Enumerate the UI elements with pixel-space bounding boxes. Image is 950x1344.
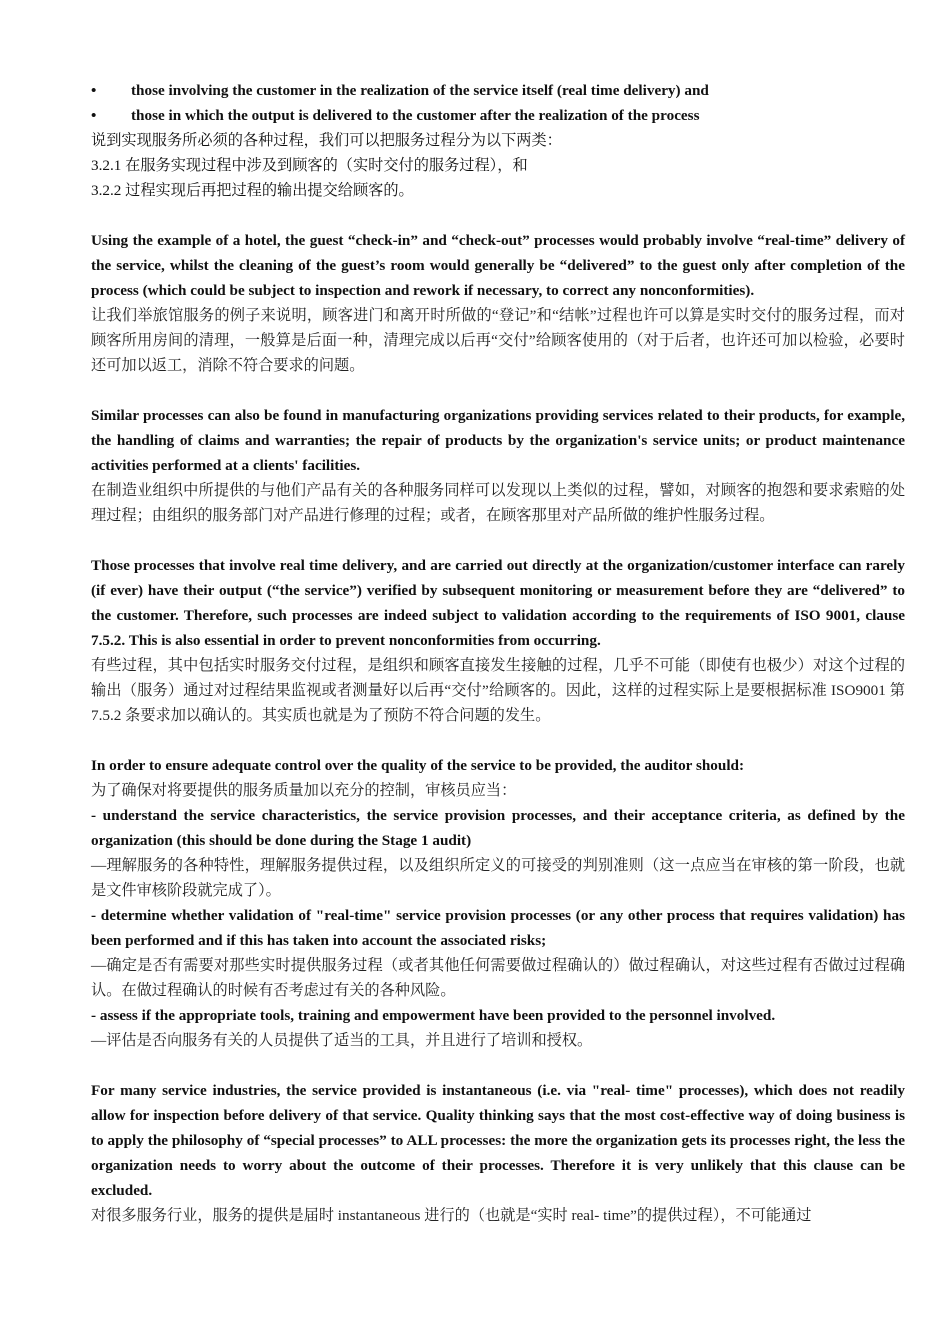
- intro-zh-line: 3.2.2 过程实现后再把过程的输出提交给顾客的。: [91, 182, 414, 199]
- manufacturing-en: Similar processes can also be found in manufacturing organizations providing services related to their products, for example, the handling of claims and warranties; the repair of products by the organization's service units; or product maintenance activities performed at a clients' facilities.: [91, 407, 905, 474]
- bullet-item: [91, 78, 905, 103]
- closing-zh: 对很多服务行业，服务的提供是届时 instantaneous 进行的（也就是“实时 real- time”的提供过程），不可能通过: [91, 1207, 812, 1224]
- auditor-item-en: - assess if the appropriate tools, training and empowerment have been provided to the personnel involved.: [91, 1007, 776, 1024]
- auditor-intro-zh: 为了确保对将要提供的服务质量加以充分的控制，审核员应当：: [91, 782, 517, 799]
- bullet-item: [91, 103, 905, 128]
- bullet-text: those involving the customer in the realization of the service itself (real time delivery) and: [131, 82, 709, 99]
- auditor-item-zh: —确定是否有需要对那些实时提供服务过程（或者其他任何需要做过程确认的）做过程确认，对这些过程有否做过过程确认。在做过程确认的时候有否考虑过有关的各种风险。: [91, 957, 905, 999]
- hotel-example-zh: 让我们举旅馆服务的例子来说明，顾客进门和离开时所做的“登记”和“结帐”过程也许可以算是实时交付的服务过程，而对顾客所用房间的清理，一般算是后面一种，清理完成以后再“交付”给顾客使用的（对于后者，也许还可加以检验，必要时还可加以返工，消除不符合要求的问题。: [91, 307, 905, 374]
- auditor-item-zh: —评估是否向服务有关的人员提供了适当的工具，并且进行了培训和授权。: [91, 1032, 593, 1049]
- closing-en: For many service industries, the service provided is instantaneous (i.e. via "real- time" processes), which does not readily allow for inspection before delivery of that service. Quality thinking says that the most cost-effective way of doing business is to apply the philosophy of “special processes” to ALL processes: the more the organization gets its processes right, the less the organization needs to worry about the outcome of their processes. Therefore it is very unlikely that this clause can be excluded.: [91, 1082, 905, 1199]
- auditor-item-zh: —理解服务的各种特性，理解服务提供过程，以及组织所定义的可接受的判别准则（这一点应当在审核的第一阶段，也就是文件审核阶段就完成了）。: [91, 857, 905, 899]
- auditor-item-en: - determine whether validation of "real-time" service provision processes (or any other process that requires validation) has been performed and if this has taken into account the associated risks;: [91, 907, 905, 949]
- real-time-validation-zh: 有些过程，其中包括实时服务交付过程，是组织和顾客直接发生接触的过程，几乎不可能（即使有也极少）对这个过程的输出（服务）通过对过程结果监视或者测量好以后再“交付”给顾客的。因此，这样的过程实际上是要根据标准 ISO9001 第 7.5.2 条要求加以确认的。其实质也就是为了预防不符合问题的发生。: [91, 657, 905, 724]
- intro-zh-line: 说到实现服务所必须的各种过程，我们可以把服务过程分为以下两类：: [91, 132, 562, 149]
- bullet-text: those in which the output is delivered to the customer after the realization of the process: [131, 107, 700, 124]
- document-body: [91, 78, 905, 1228]
- bullet-symbol: •: [91, 82, 97, 99]
- intro-zh-line: 3.2.1 在服务实现过程中涉及到顾客的（实时交付的服务过程），和: [91, 157, 528, 174]
- hotel-example-en: Using the example of a hotel, the guest “check-in” and “check-out” processes would probably involve “real-time” delivery of the service, whilst the cleaning of the guest’s room would generally be “delivered” to the guest only after completion of the process (which could be subject to inspection and rework if necessary, to correct any nonconformities).: [91, 232, 905, 299]
- auditor-item-en: - understand the service characteristics, the service provision processes, and their acceptance criteria, as defined by the organization (this should be done during the Stage 1 audit): [91, 807, 905, 849]
- manufacturing-zh: 在制造业组织中所提供的与他们产品有关的各种服务同样可以发现以上类似的过程，譬如，对顾客的抱怨和要求索赔的处理过程；由组织的服务部门对产品进行修理的过程；或者，在顾客那里对产品所做的维护性服务过程。: [91, 482, 905, 524]
- real-time-validation-en: Those processes that involve real time delivery, and are carried out directly at the organization/customer interface can rarely (if ever) have their output (“the service”) verified by subsequent monitoring or measurement before they are “delivered” to the customer. Therefore, such processes are indeed subject to validation according to the requirements of ISO 9001, clause 7.5.2. This is also essential in order to prevent nonconformities from occurring.: [91, 557, 905, 649]
- bullet-symbol: •: [91, 107, 97, 124]
- auditor-intro-en: In order to ensure adequate control over the quality of the service to be provided, the auditor should:: [91, 757, 745, 774]
